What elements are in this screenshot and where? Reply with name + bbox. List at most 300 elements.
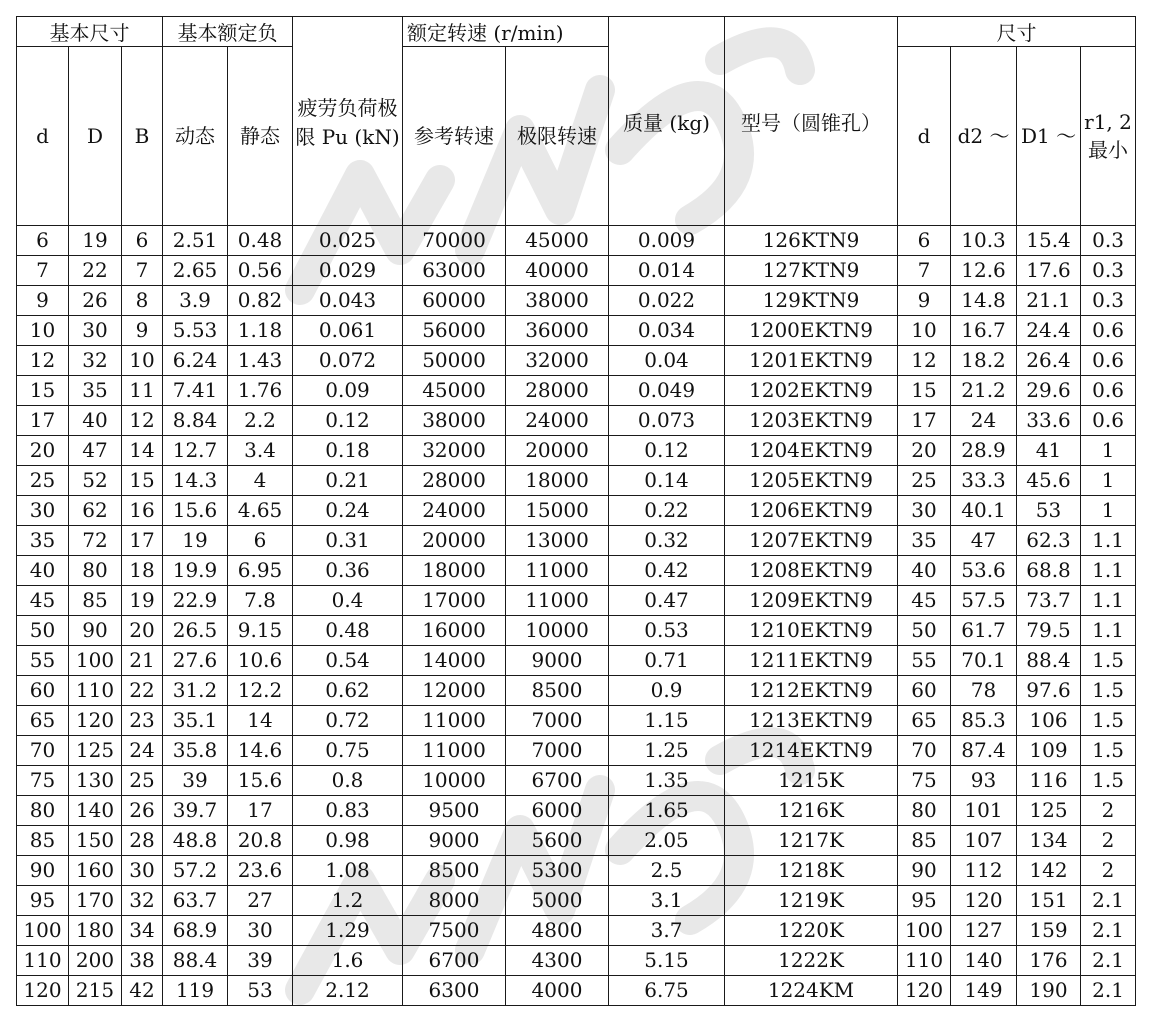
cell-fatigue: 0.75 — [293, 736, 403, 766]
cell-model: 1216K — [725, 796, 898, 826]
cell-mass: 0.022 — [609, 286, 725, 316]
cell-ref-speed: 20000 — [403, 526, 506, 556]
cell-B: 22 — [122, 676, 163, 706]
cell-d2: 57.5 — [951, 586, 1017, 616]
cell-D1: 45.6 — [1017, 466, 1081, 496]
cell-D: 215 — [69, 976, 122, 1006]
cell-static: 10.6 — [228, 646, 293, 676]
cell-mass: 1.15 — [609, 706, 725, 736]
cell-dynamic: 39.7 — [163, 796, 228, 826]
cell-D: 110 — [69, 676, 122, 706]
cell-d2: 33.3 — [951, 466, 1017, 496]
cell-d2: 28.9 — [951, 436, 1017, 466]
cell-mass: 0.9 — [609, 676, 725, 706]
cell-D: 40 — [69, 406, 122, 436]
header-mass: 质量 (kg) — [609, 17, 725, 226]
cell-model: 1210EKTN9 — [725, 616, 898, 646]
cell-d: 90 — [17, 856, 69, 886]
cell-model: 1202EKTN9 — [725, 376, 898, 406]
cell-model: 126KTN9 — [725, 226, 898, 256]
cell-d: 20 — [17, 436, 69, 466]
cell-mass: 1.25 — [609, 736, 725, 766]
cell-B: 14 — [122, 436, 163, 466]
cell-B: 42 — [122, 976, 163, 1006]
cell-D1: 33.6 — [1017, 406, 1081, 436]
table-row — [17, 226, 1136, 256]
cell-ref-speed: 63000 — [403, 256, 506, 286]
cell-mass: 0.12 — [609, 436, 725, 466]
cell-D1: 142 — [1017, 856, 1081, 886]
cell-fatigue: 0.98 — [293, 826, 403, 856]
cell-ref-speed: 6300 — [403, 976, 506, 1006]
cell-dynamic: 15.6 — [163, 496, 228, 526]
cell-r12: 0.3 — [1081, 226, 1136, 256]
cell-d: 110 — [17, 946, 69, 976]
cell-model: 1214EKTN9 — [725, 736, 898, 766]
cell-limit-speed: 5300 — [506, 856, 609, 886]
cell-B: 21 — [122, 646, 163, 676]
cell-D: 130 — [69, 766, 122, 796]
cell-D1: 190 — [1017, 976, 1081, 1006]
cell-limit-speed: 24000 — [506, 406, 609, 436]
cell-D1: 53 — [1017, 496, 1081, 526]
cell-static: 4.65 — [228, 496, 293, 526]
cell-model: 1206EKTN9 — [725, 496, 898, 526]
cell-dynamic: 19 — [163, 526, 228, 556]
cell-fatigue: 0.09 — [293, 376, 403, 406]
cell-limit-speed: 40000 — [506, 256, 609, 286]
cell-dynamic: 39 — [163, 766, 228, 796]
cell-ref-speed: 16000 — [403, 616, 506, 646]
table-row — [17, 346, 1136, 376]
cell-D1: 24.4 — [1017, 316, 1081, 346]
cell-static: 0.48 — [228, 226, 293, 256]
table-row — [17, 496, 1136, 526]
cell-ref-speed: 60000 — [403, 286, 506, 316]
cell-r12: 2 — [1081, 826, 1136, 856]
cell-D: 26 — [69, 286, 122, 316]
cell-D1: 97.6 — [1017, 676, 1081, 706]
cell-dynamic: 6.24 — [163, 346, 228, 376]
cell-mass: 0.14 — [609, 466, 725, 496]
table-row — [17, 676, 1136, 706]
cell-d-dim: 9 — [898, 286, 951, 316]
cell-B: 30 — [122, 856, 163, 886]
cell-d: 65 — [17, 706, 69, 736]
cell-limit-speed: 7000 — [506, 706, 609, 736]
cell-d-dim: 20 — [898, 436, 951, 466]
cell-r12: 0.3 — [1081, 256, 1136, 286]
cell-ref-speed: 12000 — [403, 676, 506, 706]
cell-D: 19 — [69, 226, 122, 256]
cell-limit-speed: 28000 — [506, 376, 609, 406]
cell-model: 127KTN9 — [725, 256, 898, 286]
cell-ref-speed: 7500 — [403, 916, 506, 946]
cell-d-dim: 80 — [898, 796, 951, 826]
cell-fatigue: 0.061 — [293, 316, 403, 346]
cell-mass: 1.35 — [609, 766, 725, 796]
cell-model: 1205EKTN9 — [725, 466, 898, 496]
cell-ref-speed: 9500 — [403, 796, 506, 826]
cell-d2: 93 — [951, 766, 1017, 796]
cell-D1: 68.8 — [1017, 556, 1081, 586]
cell-ref-speed: 24000 — [403, 496, 506, 526]
cell-model: 1208EKTN9 — [725, 556, 898, 586]
cell-d2: 149 — [951, 976, 1017, 1006]
cell-r12: 1.5 — [1081, 766, 1136, 796]
cell-d2: 24 — [951, 406, 1017, 436]
cell-d2: 78 — [951, 676, 1017, 706]
cell-d2: 112 — [951, 856, 1017, 886]
cell-d2: 10.3 — [951, 226, 1017, 256]
cell-dynamic: 26.5 — [163, 616, 228, 646]
cell-model: 1203EKTN9 — [725, 406, 898, 436]
cell-limit-speed: 4800 — [506, 916, 609, 946]
cell-d-dim: 50 — [898, 616, 951, 646]
cell-d: 9 — [17, 286, 69, 316]
cell-static: 39 — [228, 946, 293, 976]
cell-fatigue: 0.31 — [293, 526, 403, 556]
cell-D1: 88.4 — [1017, 646, 1081, 676]
table-row — [17, 586, 1136, 616]
cell-static: 1.43 — [228, 346, 293, 376]
cell-D: 150 — [69, 826, 122, 856]
cell-fatigue: 0.4 — [293, 586, 403, 616]
cell-dynamic: 35.8 — [163, 736, 228, 766]
cell-limit-speed: 4300 — [506, 946, 609, 976]
cell-mass: 2.5 — [609, 856, 725, 886]
cell-r12: 2.1 — [1081, 976, 1136, 1006]
cell-D: 22 — [69, 256, 122, 286]
table-row — [17, 376, 1136, 406]
table-row — [17, 976, 1136, 1006]
cell-fatigue: 0.029 — [293, 256, 403, 286]
cell-d2: 140 — [951, 946, 1017, 976]
cell-r12: 1.5 — [1081, 706, 1136, 736]
table-row — [17, 826, 1136, 856]
cell-B: 26 — [122, 796, 163, 826]
cell-limit-speed: 38000 — [506, 286, 609, 316]
cell-static: 1.76 — [228, 376, 293, 406]
cell-r12: 0.6 — [1081, 346, 1136, 376]
cell-d-dim: 6 — [898, 226, 951, 256]
cell-model: 1222K — [725, 946, 898, 976]
cell-r12: 1.5 — [1081, 676, 1136, 706]
cell-fatigue: 0.72 — [293, 706, 403, 736]
cell-r12: 1.5 — [1081, 736, 1136, 766]
cell-static: 6 — [228, 526, 293, 556]
header-basic-dimensions: 基本尺寸 — [17, 17, 163, 47]
cell-d2: 127 — [951, 916, 1017, 946]
table-row — [17, 706, 1136, 736]
cell-fatigue: 0.043 — [293, 286, 403, 316]
cell-dynamic: 35.1 — [163, 706, 228, 736]
cell-r12: 1.1 — [1081, 526, 1136, 556]
cell-d2: 16.7 — [951, 316, 1017, 346]
cell-static: 7.8 — [228, 586, 293, 616]
cell-D: 47 — [69, 436, 122, 466]
header-column-row — [17, 47, 1136, 226]
cell-D1: 29.6 — [1017, 376, 1081, 406]
cell-ref-speed: 70000 — [403, 226, 506, 256]
cell-r12: 2 — [1081, 796, 1136, 826]
cell-r12: 1 — [1081, 496, 1136, 526]
table-row — [17, 856, 1136, 886]
cell-d: 30 — [17, 496, 69, 526]
cell-static: 15.6 — [228, 766, 293, 796]
cell-D: 170 — [69, 886, 122, 916]
header-basic-rated-load: 基本额定负 — [163, 17, 293, 47]
cell-ref-speed: 50000 — [403, 346, 506, 376]
cell-dynamic: 2.51 — [163, 226, 228, 256]
cell-d: 7 — [17, 256, 69, 286]
cell-d-dim: 100 — [898, 916, 951, 946]
cell-static: 2.2 — [228, 406, 293, 436]
cell-d: 45 — [17, 586, 69, 616]
header-col-ref-speed: 参考转速 — [403, 47, 506, 226]
table-row — [17, 886, 1136, 916]
cell-static: 4 — [228, 466, 293, 496]
cell-r12: 1.1 — [1081, 616, 1136, 646]
cell-mass: 0.073 — [609, 406, 725, 436]
cell-D1: 62.3 — [1017, 526, 1081, 556]
cell-dynamic: 3.9 — [163, 286, 228, 316]
cell-fatigue: 0.18 — [293, 436, 403, 466]
cell-mass: 0.53 — [609, 616, 725, 646]
cell-d2: 12.6 — [951, 256, 1017, 286]
header-col-r12: r1, 2 最小 — [1081, 47, 1136, 226]
cell-model: 1201EKTN9 — [725, 346, 898, 376]
cell-static: 27 — [228, 886, 293, 916]
table-row — [17, 646, 1136, 676]
cell-d: 50 — [17, 616, 69, 646]
table-row — [17, 286, 1136, 316]
cell-D1: 151 — [1017, 886, 1081, 916]
cell-d2: 61.7 — [951, 616, 1017, 646]
cell-ref-speed: 8500 — [403, 856, 506, 886]
cell-limit-speed: 20000 — [506, 436, 609, 466]
cell-fatigue: 0.12 — [293, 406, 403, 436]
cell-d-dim: 17 — [898, 406, 951, 436]
cell-D1: 73.7 — [1017, 586, 1081, 616]
table-row — [17, 556, 1136, 586]
cell-D1: 79.5 — [1017, 616, 1081, 646]
header-rated-speed: 额定转速 (r/min) — [403, 17, 609, 47]
table-row — [17, 466, 1136, 496]
cell-dynamic: 14.3 — [163, 466, 228, 496]
cell-model: 1217K — [725, 826, 898, 856]
cell-D: 160 — [69, 856, 122, 886]
cell-mass: 0.22 — [609, 496, 725, 526]
cell-static: 12.2 — [228, 676, 293, 706]
cell-model: 1200EKTN9 — [725, 316, 898, 346]
cell-static: 14.6 — [228, 736, 293, 766]
cell-B: 7 — [122, 256, 163, 286]
cell-d: 35 — [17, 526, 69, 556]
table-row — [17, 916, 1136, 946]
cell-D: 62 — [69, 496, 122, 526]
cell-static: 9.15 — [228, 616, 293, 646]
table-row — [17, 616, 1136, 646]
cell-limit-speed: 13000 — [506, 526, 609, 556]
cell-D: 90 — [69, 616, 122, 646]
cell-ref-speed: 32000 — [403, 436, 506, 466]
cell-model: 1224KM — [725, 976, 898, 1006]
cell-B: 15 — [122, 466, 163, 496]
cell-static: 14 — [228, 706, 293, 736]
cell-d: 60 — [17, 676, 69, 706]
cell-B: 25 — [122, 766, 163, 796]
cell-D: 30 — [69, 316, 122, 346]
cell-r12: 2.1 — [1081, 946, 1136, 976]
cell-r12: 2 — [1081, 856, 1136, 886]
cell-B: 10 — [122, 346, 163, 376]
cell-limit-speed: 5600 — [506, 826, 609, 856]
cell-B: 12 — [122, 406, 163, 436]
cell-d-dim: 12 — [898, 346, 951, 376]
cell-dynamic: 2.65 — [163, 256, 228, 286]
cell-r12: 1 — [1081, 436, 1136, 466]
cell-dynamic: 19.9 — [163, 556, 228, 586]
table-row — [17, 736, 1136, 766]
cell-D1: 15.4 — [1017, 226, 1081, 256]
cell-B: 38 — [122, 946, 163, 976]
cell-static: 53 — [228, 976, 293, 1006]
cell-d-dim: 35 — [898, 526, 951, 556]
cell-d-dim: 30 — [898, 496, 951, 526]
cell-d: 85 — [17, 826, 69, 856]
cell-r12: 1.1 — [1081, 556, 1136, 586]
cell-B: 24 — [122, 736, 163, 766]
cell-d: 70 — [17, 736, 69, 766]
cell-d2: 53.6 — [951, 556, 1017, 586]
cell-model: 1211EKTN9 — [725, 646, 898, 676]
cell-d: 75 — [17, 766, 69, 796]
cell-dynamic: 68.9 — [163, 916, 228, 946]
cell-D: 125 — [69, 736, 122, 766]
cell-limit-speed: 45000 — [506, 226, 609, 256]
cell-d-dim: 95 — [898, 886, 951, 916]
cell-dynamic: 48.8 — [163, 826, 228, 856]
table-row — [17, 766, 1136, 796]
cell-D1: 17.6 — [1017, 256, 1081, 286]
cell-limit-speed: 15000 — [506, 496, 609, 526]
cell-mass: 5.15 — [609, 946, 725, 976]
cell-mass: 3.1 — [609, 886, 725, 916]
cell-d: 40 — [17, 556, 69, 586]
cell-ref-speed: 11000 — [403, 736, 506, 766]
cell-static: 1.18 — [228, 316, 293, 346]
table-row — [17, 946, 1136, 976]
cell-ref-speed: 18000 — [403, 556, 506, 586]
cell-static: 17 — [228, 796, 293, 826]
cell-limit-speed: 11000 — [506, 586, 609, 616]
cell-D: 32 — [69, 346, 122, 376]
cell-d2: 21.2 — [951, 376, 1017, 406]
cell-D: 52 — [69, 466, 122, 496]
cell-D: 85 — [69, 586, 122, 616]
cell-d-dim: 65 — [898, 706, 951, 736]
cell-fatigue: 0.54 — [293, 646, 403, 676]
cell-limit-speed: 32000 — [506, 346, 609, 376]
cell-dynamic: 7.41 — [163, 376, 228, 406]
cell-dynamic: 57.2 — [163, 856, 228, 886]
cell-limit-speed: 11000 — [506, 556, 609, 586]
cell-fatigue: 0.8 — [293, 766, 403, 796]
cell-D: 140 — [69, 796, 122, 826]
cell-d2: 70.1 — [951, 646, 1017, 676]
cell-d: 80 — [17, 796, 69, 826]
cell-fatigue: 2.12 — [293, 976, 403, 1006]
cell-B: 28 — [122, 826, 163, 856]
cell-model: 1215K — [725, 766, 898, 796]
cell-d: 95 — [17, 886, 69, 916]
cell-d: 55 — [17, 646, 69, 676]
cell-ref-speed: 45000 — [403, 376, 506, 406]
cell-d-dim: 15 — [898, 376, 951, 406]
cell-D1: 159 — [1017, 916, 1081, 946]
header-col-B: B — [122, 47, 163, 226]
cell-B: 32 — [122, 886, 163, 916]
cell-D: 120 — [69, 706, 122, 736]
cell-model: 1212EKTN9 — [725, 676, 898, 706]
cell-limit-speed: 8500 — [506, 676, 609, 706]
cell-static: 6.95 — [228, 556, 293, 586]
cell-d: 12 — [17, 346, 69, 376]
header-fatigue-load-limit — [293, 17, 403, 226]
cell-limit-speed: 9000 — [506, 646, 609, 676]
cell-d2: 107 — [951, 826, 1017, 856]
table-row — [17, 436, 1136, 466]
cell-d-dim: 75 — [898, 766, 951, 796]
cell-D1: 176 — [1017, 946, 1081, 976]
cell-D: 72 — [69, 526, 122, 556]
cell-B: 23 — [122, 706, 163, 736]
cell-B: 16 — [122, 496, 163, 526]
cell-d2: 87.4 — [951, 736, 1017, 766]
cell-d2: 40.1 — [951, 496, 1017, 526]
cell-r12: 1.1 — [1081, 586, 1136, 616]
cell-B: 6 — [122, 226, 163, 256]
cell-model: 129KTN9 — [725, 286, 898, 316]
cell-model: 1213EKTN9 — [725, 706, 898, 736]
cell-ref-speed: 38000 — [403, 406, 506, 436]
cell-mass: 3.7 — [609, 916, 725, 946]
cell-limit-speed: 10000 — [506, 616, 609, 646]
cell-dynamic: 31.2 — [163, 676, 228, 706]
cell-d-dim: 90 — [898, 856, 951, 886]
cell-fatigue: 0.072 — [293, 346, 403, 376]
cell-model: 1209EKTN9 — [725, 586, 898, 616]
table-row — [17, 406, 1136, 436]
cell-d: 15 — [17, 376, 69, 406]
cell-mass: 1.65 — [609, 796, 725, 826]
cell-fatigue: 0.62 — [293, 676, 403, 706]
cell-D1: 109 — [1017, 736, 1081, 766]
cell-limit-speed: 5000 — [506, 886, 609, 916]
cell-d-dim: 10 — [898, 316, 951, 346]
cell-ref-speed: 11000 — [403, 706, 506, 736]
cell-ref-speed: 6700 — [403, 946, 506, 976]
cell-B: 9 — [122, 316, 163, 346]
cell-d: 100 — [17, 916, 69, 946]
cell-D: 180 — [69, 916, 122, 946]
cell-mass: 0.32 — [609, 526, 725, 556]
header-col-dynamic: 动态 — [163, 47, 228, 226]
cell-d2: 47 — [951, 526, 1017, 556]
header-col-D1: D1 ～ — [1017, 47, 1081, 226]
cell-B: 11 — [122, 376, 163, 406]
